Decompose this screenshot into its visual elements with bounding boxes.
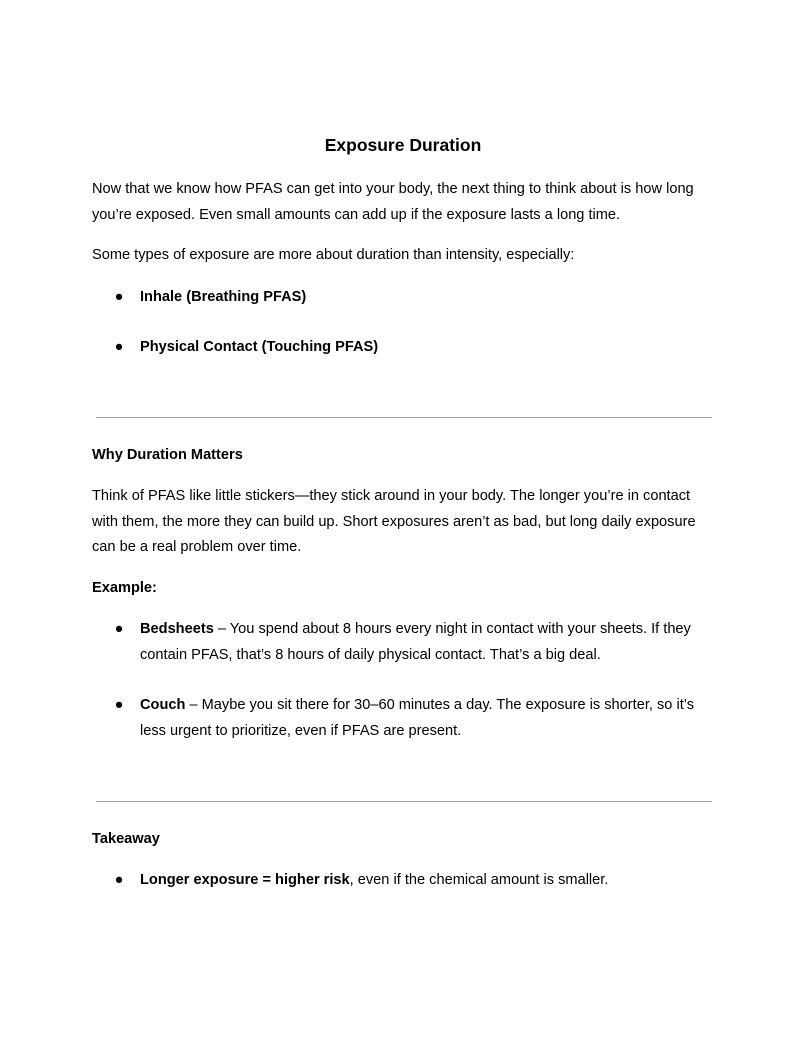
list-item-bold: Couch [140,697,186,713]
list-item-text [140,335,708,361]
list-item-text [140,617,708,668]
bullet-icon: ● [114,289,124,305]
list-item-bold: Bedsheets [140,621,214,637]
section-divider [96,417,712,418]
intro-lead-paragraph: Some types of exposure are more about duration than intensity, especially: [92,247,575,263]
list-item-rest: – You spend about 8 hours every night in contact with your sheets. If they contain PFAS, that’s 8 hours of daily physical contact. That’s a big deal. [140,621,691,663]
bullet-icon: ● [114,697,124,713]
section-heading-takeaway: Takeaway [92,831,160,847]
list-item-text [140,693,708,744]
list-item-rest: – Maybe you sit there for 30–60 minutes a day. The exposure is shorter, so it’s less urgent to prioritize, even if PFAS are present. [140,697,695,739]
intro-paragraph: Now that we know how PFAS can get into your body, the next thing to think about is how long you’re exposed. Even small amounts can add up if the exposure lasts a long time. [92,181,694,223]
page-title: Exposure Duration [324,135,482,155]
list-item-bold: Inhale (Breathing PFAS) [140,289,307,305]
section-divider [96,801,712,802]
bullet-icon: ● [114,872,124,888]
bullet-icon: ● [114,339,124,355]
example-label: Example: [92,580,157,596]
list-item-bold: Physical Contact (Touching PFAS) [140,339,379,355]
why-paragraph: Think of PFAS like little stickers—they stick around in your body. The longer you’re in contact with them, the more they can build up. Short exposures aren’t as bad, but long daily exposure can be a real problem over time. [92,488,696,556]
list-item-text [140,285,708,311]
bullet-icon: ● [114,621,124,637]
list-item-rest: , even if the chemical amount is smaller. [349,872,609,888]
section-heading-why: Why Duration Matters [92,447,243,463]
list-item-bold: Longer exposure = higher risk [140,872,350,888]
list-item-text [140,868,708,894]
